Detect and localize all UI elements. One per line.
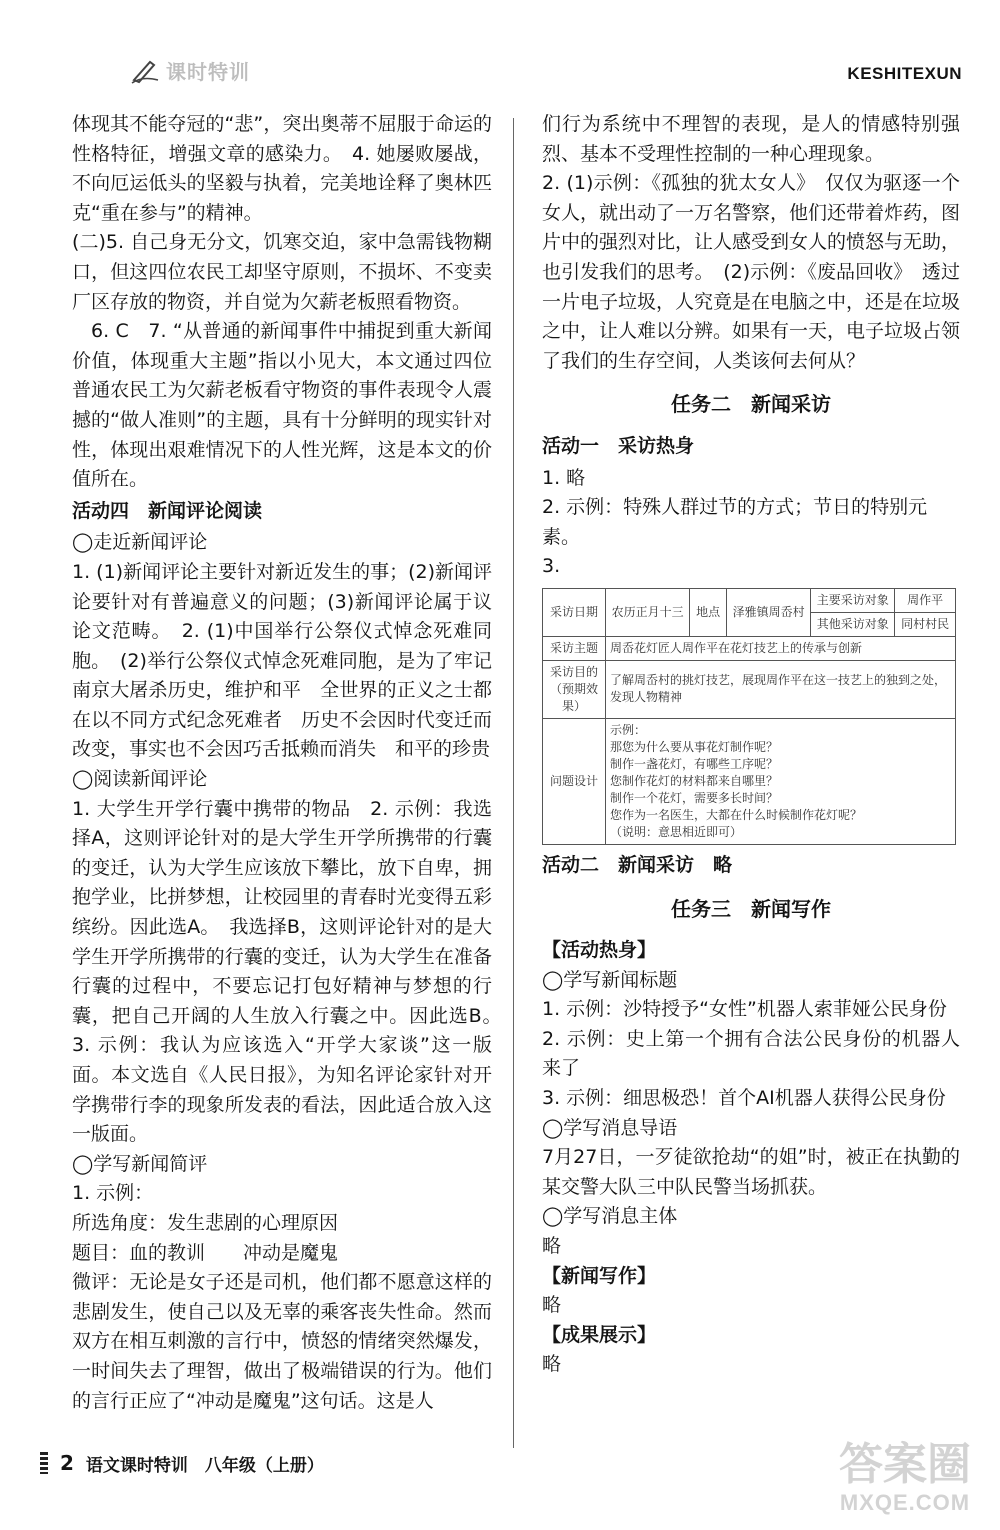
table-cell: 了解周岙村的挑灯技艺，展现周作平在这一技艺上的独到之处，发现人物精神 bbox=[606, 660, 956, 718]
watermark-main: 答案圈 bbox=[839, 1439, 971, 1490]
answer-paragraph: 7月27日，一歹徒欲抢劫“的姐”时，被正在执勤的某交警大队三中队民警当场抓获。 bbox=[542, 1146, 960, 1198]
activity-heading: 活动一 采访热身 bbox=[542, 434, 695, 457]
brand-name: KESHITEXUN bbox=[847, 64, 962, 83]
bracket-heading: 【成果展示】 bbox=[542, 1323, 657, 1346]
table-cell-questions bbox=[606, 718, 956, 844]
question-line: 您作为一名医生，大都在什么时候制作花灯呢？ bbox=[610, 807, 863, 822]
answer-line: 2. 示例：特殊人群过节的方式；节日的特别元素。 bbox=[542, 496, 928, 548]
right-column bbox=[542, 110, 960, 1380]
watermark bbox=[830, 1440, 980, 1516]
answer-paragraph: 们行为系统中不理智的表现，是人的情感特别强烈、基本不受理性控制的一种心理现象。 bbox=[542, 113, 960, 165]
logo-text: 课时特训 bbox=[166, 59, 250, 84]
activity-heading: 活动四 新闻评论阅读 bbox=[72, 499, 263, 522]
answer-paragraph: 2. 示例：史上第一个拥有合法公民身份的机器人来了 bbox=[542, 1027, 960, 1080]
table-cell: 周岙花灯匠人周作平在花灯技艺上的传承与创新 bbox=[606, 636, 956, 660]
section-heading: ◯阅读新闻评论 bbox=[72, 768, 208, 791]
section-heading: ◯学写消息导语 bbox=[542, 1116, 678, 1139]
logo bbox=[130, 55, 250, 85]
answer-paragraph: (二)5. 自己身无分文，饥寒交迫，家中急需钱物糊口，但这四位农民工却坚守原则，不损坏、不变卖厂区存放的物资，并自觉为欠薪老板照看物资。 bbox=[72, 231, 492, 313]
section-heading: ◯学写新闻简评 bbox=[72, 1152, 208, 1175]
table-cell: 问题设计 bbox=[543, 718, 606, 844]
table-cell: 主要采访对象 bbox=[811, 588, 895, 612]
bracket-heading: 【活动热身】 bbox=[542, 939, 657, 962]
answer-paragraph: 1. 大学生开学行囊中携带的物品 2. 示例：我选择A，这则评论针对的是大学生开学所携带的行囊的变迁，认为大学生应该放下攀比，放下自卑，拥抱学业，比拼梦想，让校园里的青春时光变得五彩缤纷。因此选A。 我选择B，这则评论针对的是大学生开学所携带的行囊的变迁，认为大学生在准备行囊的过程中，不要忘记打包好精神与梦想的行囊，把自己开阔的人生放入行囊之中。因此选B。 3. 示例：我认为应该选入“开学大家谈”这一版面。本文选自《人民日报》，为知名评论家针对开学携带行李的现象所发表的看法，因此适合放入这一版面。 bbox=[72, 797, 512, 1146]
task-heading: 任务二 新闻采访 bbox=[671, 392, 831, 417]
book-title: 语文课时特训 八年级（上册） bbox=[85, 1455, 324, 1476]
answer-line: 题目：血的教训 冲动是魔鬼 bbox=[72, 1241, 339, 1264]
question-line: 制作一个花灯，需要多长时间？ bbox=[610, 790, 779, 805]
table-cell: 采访主题 bbox=[543, 636, 606, 660]
watermark-url: MXQE.COM bbox=[839, 1490, 971, 1515]
section-heading: ◯学写消息主体 bbox=[542, 1205, 678, 1228]
section-heading: ◯走近新闻评论 bbox=[72, 531, 208, 554]
footer-barcode-mark bbox=[40, 1452, 48, 1474]
answer-paragraph: 体现其不能夺冠的“悲”，突出奥蒂不屈服于命运的性格特征，增强文章的感染力。 4. 她屡败屡战，不向厄运低头的坚毅与执着，完美地诠释了奥林匹克“重在参与”的精神。 bbox=[72, 113, 492, 224]
pen-icon bbox=[130, 56, 160, 84]
answer-line: 略 bbox=[542, 1353, 562, 1376]
page-footer bbox=[40, 1448, 324, 1478]
page-header bbox=[0, 0, 1000, 100]
table-cell: 周作平 bbox=[895, 588, 956, 612]
table-cell: 采访目的（预期效果） bbox=[543, 660, 606, 718]
answer-line: 1. 略 bbox=[542, 466, 586, 489]
answer-paragraph: 2. (1)示例：《孤独的犹太女人》 仅仅为驱逐一个女人，就出动了一万名警察，他们还带着炸药，图片中的强烈对比，让人感受到女人的愤怒与无助，也引发我们的思考。 (2)示例：《废品回收》 透过一片电子垃圾，人究竟是在电脑之中，还是在垃圾之中，让人难以分辨。如果有一天，电子垃圾占领了我们的生存空间，人类该何去何从？ bbox=[542, 172, 961, 372]
page-number: 2 bbox=[60, 1451, 74, 1475]
bracket-heading: 【新闻写作】 bbox=[542, 1264, 657, 1287]
section-heading: ◯学写新闻标题 bbox=[542, 968, 678, 991]
question-line: 您制作花灯的材料都来自哪里？ bbox=[610, 773, 779, 788]
left-column bbox=[72, 110, 512, 1416]
answer-paragraph: 微评：无论是女子还是司机，他们都不愿意这样的悲剧发生，使自己以及无辜的乘客丧失性命。然而双方在相互刺激的言行中，愤怒的情绪突然爆发，一时间失去了理智，做出了极端错误的行为。他们的言行正应了“冲动是魔鬼”这句话。这是人 bbox=[72, 1271, 492, 1412]
interview-plan-table bbox=[542, 588, 956, 845]
answer-line: 略 bbox=[542, 1294, 562, 1317]
answer-paragraph: 1. (1)新闻评论主要针对新近发生的事；(2)新闻评论要针对有普遍意义的问题；(3)新闻评论属于议论文范畴。 2. (1)中国举行公祭仪式悼念死难同胞。 (2)举行公祭仪式悼念死难同胞，是为了牢记南京大屠杀历史，维护和平 全世界的正义之士都在以不同方式纪念死难者 历史不会因时代变迁而改变，事实也不会因巧舌抵赖而消失 和平的珍贵 bbox=[72, 560, 492, 761]
table-cell: 地点 bbox=[690, 588, 727, 636]
task-heading: 任务三 新闻写作 bbox=[671, 896, 831, 921]
answer-paragraph: 6. C 7. “从普通的新闻事件中捕捉到重大新闻价值，体现重大主题”指以小见大，本文通过四位普通农民工为欠薪老板看守物资的事件表现令人震撼的“做人准则”的主题，具有十分鲜明的现实针对性，体现出艰难情况下的人性光辉，这是本文的价值所在。 bbox=[72, 320, 492, 491]
answer-line: 1. 示例： bbox=[72, 1182, 154, 1205]
table-cell: 其他采访对象 bbox=[811, 612, 895, 636]
answer-line: 3. 示例：细思极恐！首个AI机器人获得公民身份 bbox=[542, 1087, 946, 1110]
question-line: （说明：意思相近即可） bbox=[610, 824, 743, 839]
question-line: 制作一盏花灯，有哪些工序呢？ bbox=[610, 756, 779, 771]
table-cell: 泽雅镇周岙村 bbox=[727, 588, 811, 636]
table-cell: 农历正月十三 bbox=[606, 588, 690, 636]
answer-line: 1. 示例：沙特授予“女性”机器人索菲娅公民身份 bbox=[542, 998, 947, 1021]
activity-heading: 活动二 新闻采访 略 bbox=[542, 853, 733, 876]
question-line: 那您为什么要从事花灯制作呢？ bbox=[610, 739, 779, 754]
table-cell: 同村村民 bbox=[895, 612, 956, 636]
answer-line: 3. bbox=[542, 555, 561, 578]
answer-line: 所选角度：发生悲剧的心理原因 bbox=[72, 1211, 339, 1234]
answer-line: 略 bbox=[542, 1235, 562, 1258]
table-cell: 采访日期 bbox=[543, 588, 606, 636]
question-line: 示例： bbox=[610, 722, 647, 737]
column-divider bbox=[513, 118, 514, 1448]
